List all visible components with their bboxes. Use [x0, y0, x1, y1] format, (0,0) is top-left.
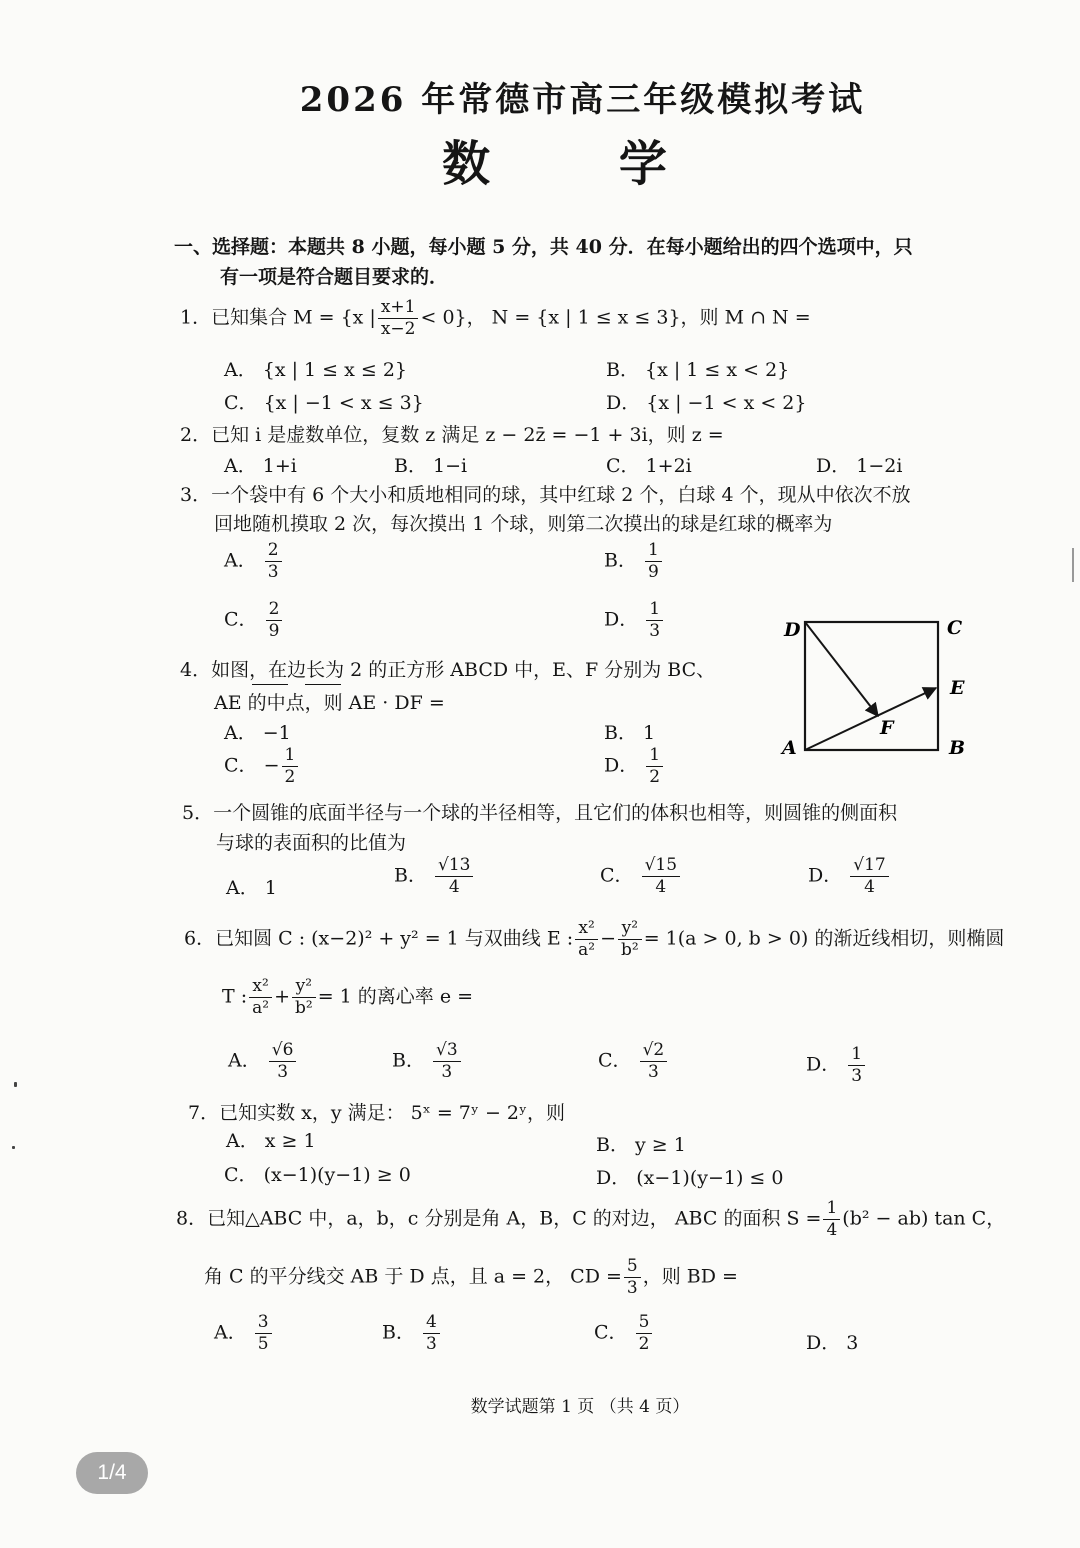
q6-option-c: C． $\frac{√2}{3}$ — [598, 1040, 669, 1083]
q3-option-a: A． $\frac{2}{3}$ — [224, 540, 284, 583]
vector-ae — [805, 688, 936, 750]
question-4-stem-cont: AE 的中点，则 AE · DF = — [214, 692, 445, 714]
question-2-stem: 2．已知 i 是虚数单位，复数 z 满足 z − 2z̄ = −1 + 3i，则 z = — [180, 424, 724, 446]
vector-bar-df — [305, 684, 341, 685]
question-7-stem: 7．已知实数 x，y 满足： 5ˣ = 7ʸ − 2ʸ，则 — [188, 1102, 566, 1124]
section-heading: 一、选择题：本题共 8 小题，每小题 5 分，共 40 分．在每小题给出的四个选项中，只 — [174, 236, 913, 258]
q5-option-c: C． $\frac{√15}{4}$ — [600, 855, 682, 898]
q1-option-d: D． {x | −1 < x < 2} — [606, 392, 807, 414]
q6-option-b: B． $\frac{√3}{3}$ — [392, 1040, 463, 1083]
q2-option-b: B． 1−i — [394, 455, 468, 477]
q7-option-b: B． y ≥ 1 — [596, 1134, 686, 1156]
scan-speck — [12, 1146, 15, 1149]
q2-option-a: A． 1+i — [224, 455, 297, 477]
question-3-stem-cont: 回地随机摸取 2 次，每次摸出 1 个球，则第二次摸出的球是红球的概率为 — [214, 513, 833, 535]
scan-speck — [14, 1082, 17, 1087]
question-3-stem: 3．一个袋中有 6 个大小和质地相同的球，其中红球 2 个，白球 4 个，现从中依次不放 — [180, 484, 911, 506]
q7-option-d: D． (x−1)(y−1) ≤ 0 — [596, 1167, 784, 1189]
q8-option-d: D． 3 — [806, 1332, 859, 1354]
q2-option-d: D． 1−2i — [816, 455, 903, 477]
q5-option-d: D． $\frac{√17}{4}$ — [808, 855, 891, 898]
section-heading-cont: 有一项是符合题目要求的． — [220, 266, 449, 288]
q3-option-d: D． $\frac{1}{3}$ — [604, 599, 665, 642]
q1-option-c: C． {x | −1 < x ≤ 3} — [224, 392, 424, 414]
question-8-stem: 8．已知△ABC 中，a，b，c 分别是角 A，B，C 的对边， ABC 的面积 S = $\frac{1}{4}$ (b² − ab) tan C， — [176, 1198, 1006, 1240]
label-c: C — [947, 617, 963, 639]
page-indicator[interactable]: 1/4 — [76, 1452, 148, 1494]
square-outline — [805, 622, 938, 750]
square-abcd-figure — [770, 608, 980, 768]
label-f: F — [880, 717, 894, 739]
q8-option-a: A． $\frac{3}{5}$ — [214, 1312, 274, 1355]
question-5-stem-cont: 与球的表面积的比值为 — [216, 832, 407, 854]
q4-option-a: A． −1 — [224, 722, 291, 744]
question-5-stem: 5．一个圆锥的底面半径与一个球的半径相等，且它们的体积也相等，则圆锥的侧面积 — [182, 802, 898, 824]
q4-option-d: D． $\frac{1}{2}$ — [604, 745, 665, 788]
label-b: B — [949, 737, 966, 759]
q4-option-b: B． 1 — [604, 722, 656, 744]
label-a: A — [782, 737, 797, 759]
q5-option-b: B． $\frac{√13}{4}$ — [394, 855, 475, 898]
vector-bar-ae — [252, 684, 288, 685]
question-8-stem-cont: 角 C 的平分线交 AB 于 D 点，且 a = 2， CD = $\frac{5}{3}$ ，则 BD = — [204, 1256, 738, 1298]
q7-option-c: C． (x−1)(y−1) ≥ 0 — [224, 1164, 411, 1186]
q3-option-c: C． $\frac{2}{9}$ — [224, 599, 284, 642]
q8-option-b: B． $\frac{4}{3}$ — [382, 1312, 442, 1355]
q6-option-d: D． $\frac{1}{3}$ — [806, 1044, 867, 1087]
q2-option-c: C． 1+2i — [606, 455, 692, 477]
q4-option-c: C． − $\frac{1}{2}$ — [224, 745, 300, 788]
question-1-stem: 1．已知集合 M = {x | $\frac{x+1}{x-2}$ < 0}， N = {x | 1 ≤ x ≤ 3}，则 M ∩ N = — [180, 297, 811, 339]
fraction: $\frac{x+1}{x-2}$ — [378, 297, 419, 340]
q5-option-a: A． 1 — [226, 877, 277, 899]
vector-df — [805, 622, 878, 716]
q7-option-a: A． x ≥ 1 — [226, 1130, 316, 1152]
exam-title: 2026 年常德市高三年级模拟考试 — [299, 80, 866, 120]
q1-option-a: A． {x | 1 ≤ x ≤ 2} — [224, 359, 408, 381]
question-6-stem: 6．已知圆 C : (x−2)² + y² = 1 与双曲线 E : $\frac{\text{x²}}{\text{a²}}$ − $\frac{\text{y²}}{\text{b²}}$ = 1(a > 0, b > 0) 的渐近线相切，则椭圆 — [184, 918, 1005, 960]
q8-option-c: C． $\frac{5}{2}$ — [594, 1312, 654, 1355]
q6-option-a: A． $\frac{√6}{3}$ — [228, 1040, 298, 1083]
page-footer: 数学试题第 1 页 （共 4 页） — [470, 1397, 690, 1417]
question-4-stem: 4．如图，在边长为 2 的正方形 ABCD 中，E、F 分别为 BC、 — [180, 659, 716, 681]
question-6-stem-cont: T : $\frac{\text{x²}}{\text{a²}}$ + $\frac{\text{y²}}{\text{b²}}$ = 1 的离心率 e = — [222, 976, 474, 1018]
label-e: E — [950, 677, 965, 699]
scan-edge-mark — [1072, 548, 1074, 582]
label-d: D — [784, 619, 801, 641]
q1-option-b: B． {x | 1 ≤ x < 2} — [606, 359, 790, 381]
q3-option-b: B． $\frac{1}{9}$ — [604, 540, 664, 583]
subject-title: 数 学 — [442, 136, 723, 192]
